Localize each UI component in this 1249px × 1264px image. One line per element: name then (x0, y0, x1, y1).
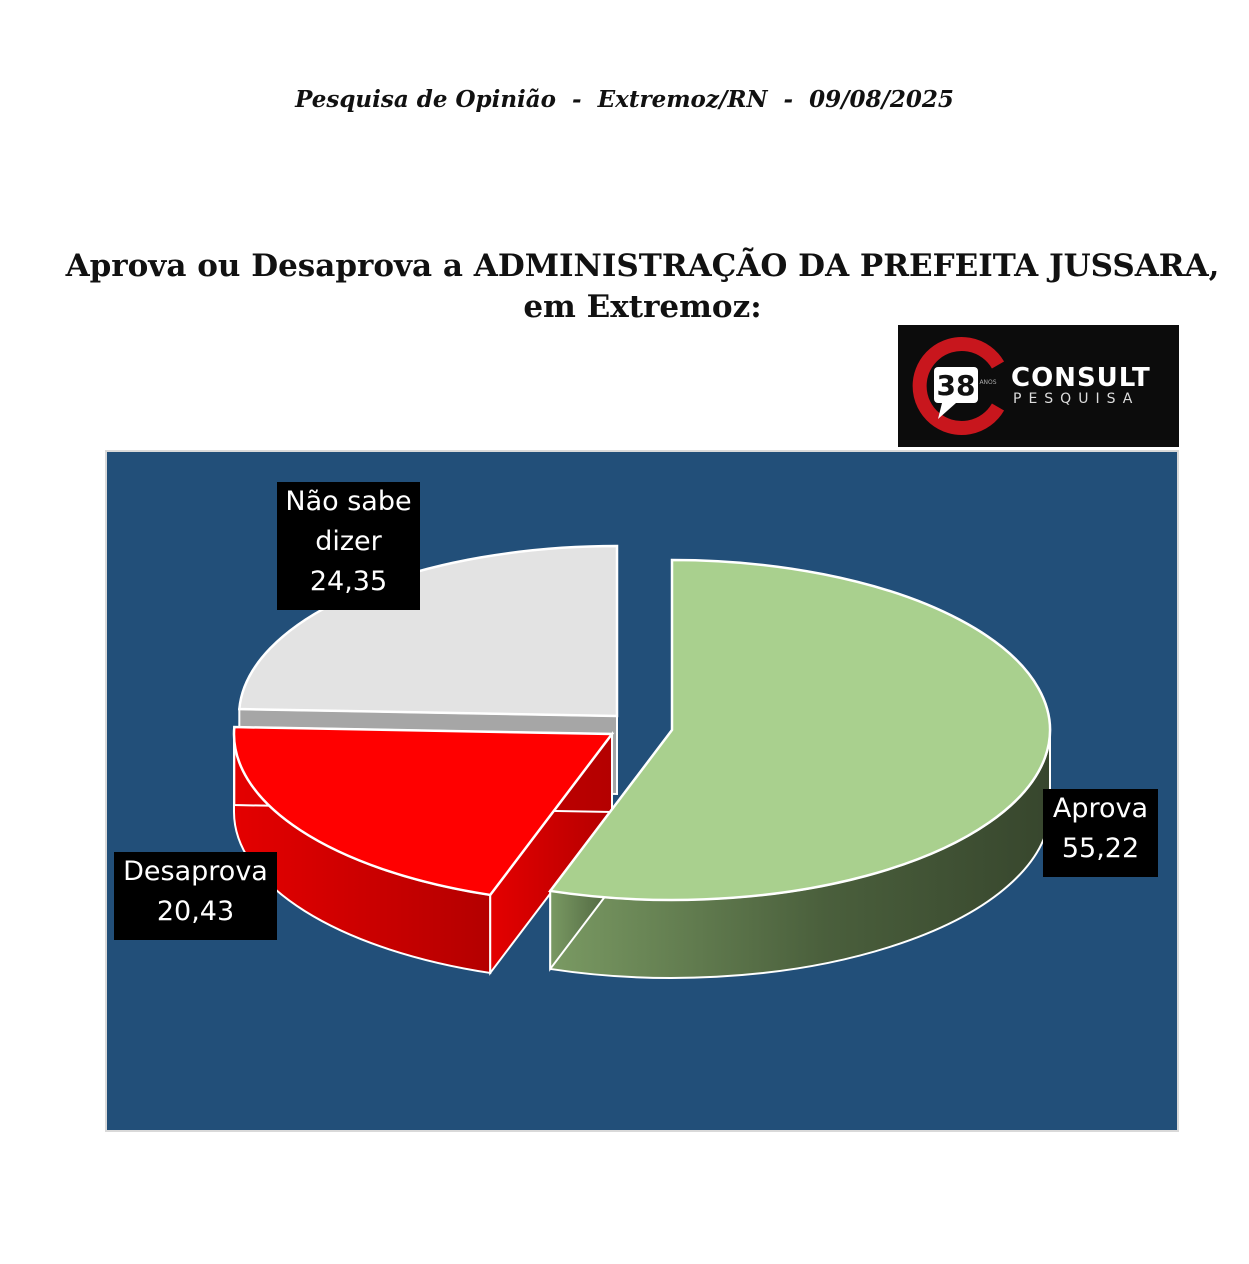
data-label-aprova (1043, 789, 1158, 877)
desaprova-label: Desaprova (123, 856, 268, 887)
desaprova-value: 20,43 (156, 896, 235, 927)
pie-chart (105, 450, 1179, 1132)
nao-sabe-value: 24,35 (309, 566, 388, 597)
logo-number: 38 (936, 369, 976, 402)
logo-small-text: ANOS (979, 379, 997, 386)
aprova-label: Aprova (1052, 793, 1149, 824)
logo-brand: CONSULT (1011, 363, 1151, 393)
pie-slice-aprova (550, 560, 1050, 978)
data-label-desaprova (114, 852, 277, 940)
nao-sabe-label-line-1: Não sabe (285, 486, 412, 517)
consult-logo (898, 325, 1179, 447)
logo-sub: PESQUISA (1013, 391, 1140, 407)
aprova-value: 55,22 (1061, 833, 1140, 864)
chart-title-line-1: Aprova ou Desaprova a ADMINISTRAÇÃO DA PREFEITA JUSSARA, (65, 248, 1220, 284)
chart-title (60, 246, 1225, 328)
data-label-nao-sabe (277, 482, 420, 610)
nao-sabe-label-line-2: dizer (315, 526, 382, 557)
survey-header: Pesquisa de Opinião - Extremoz/RN - 09/08/2025 (295, 86, 954, 113)
chart-title-line-2: em Extremoz: (523, 289, 762, 325)
pie-chart-svg (107, 452, 1177, 1130)
